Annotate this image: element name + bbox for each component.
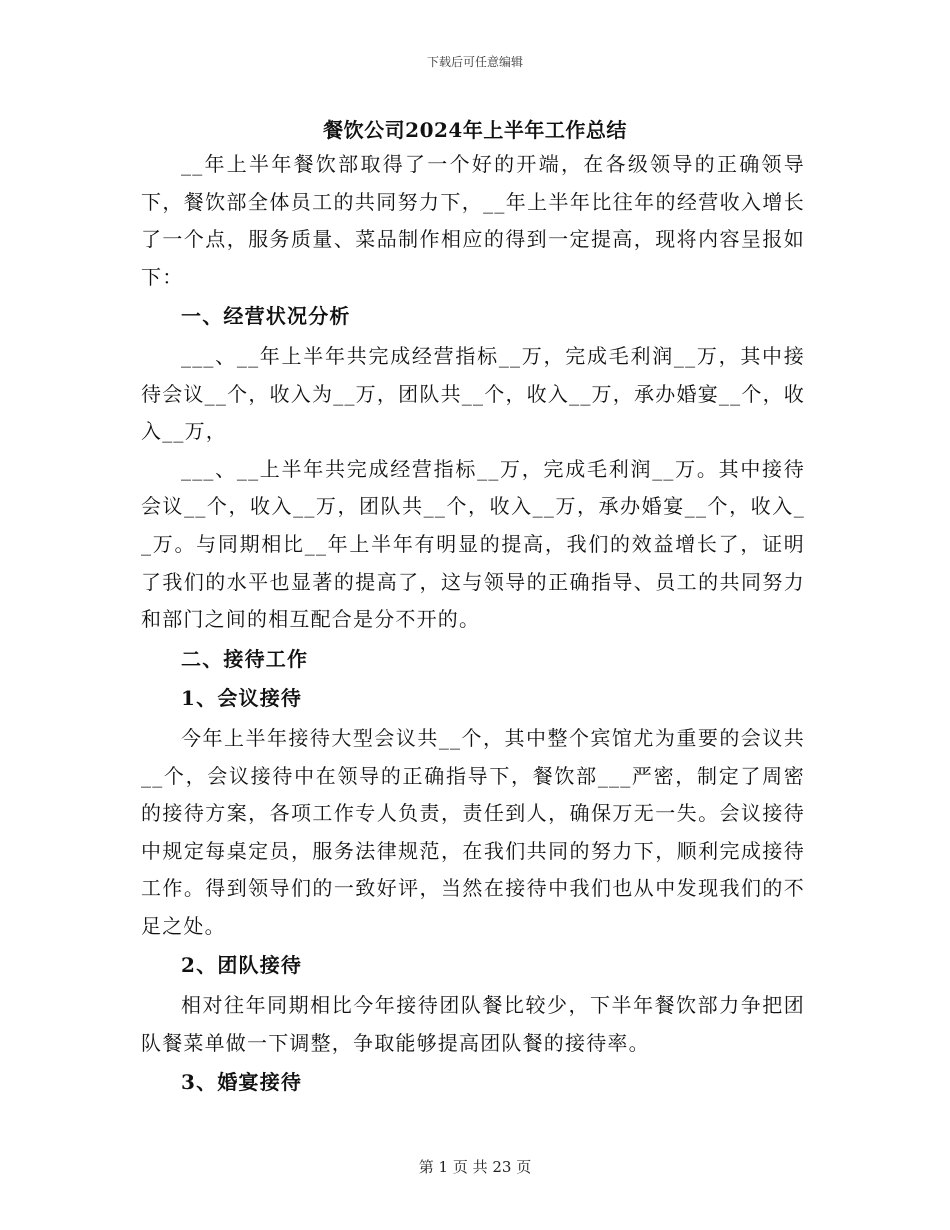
subheading-conference: 1、会议接待 xyxy=(181,686,303,711)
operations-paragraph-2: ___、__上半年共完成经营指标__万，完成毛利润__万。其中接待会议__个，收入__万，团队共__个，收入__万，承办婚宴__个，收入__万。与同期相比__年上半年有明显的提高，我们的效益增长了，证明了我们的水平也显著的提高了，这与领导的正确指导、员工的共同努力和部门之间的相互配合是分不开的。 xyxy=(141,456,805,632)
document-body xyxy=(141,146,805,1104)
section-heading-reception: 二、接待工作 xyxy=(181,646,309,671)
operations-paragraph-1: ___、__年上半年共完成经营指标__万，完成毛利润__万，其中接待会议__个，收入为__万，团队共__个，收入__万，承办婚宴__个，收入__万， xyxy=(141,343,805,444)
section-heading-operations: 一、经营状况分析 xyxy=(181,304,351,329)
group-paragraph: 相对往年同期相比今年接待团队餐比较少，下半年餐饮部力争把团队餐菜单做一下调整，争取能够提高团队餐的接待率。 xyxy=(141,993,805,1055)
header-note: 下载后可任意编辑 xyxy=(426,55,523,69)
subheading-group: 2、团队接待 xyxy=(181,953,303,978)
page-number-footer: 第 1 页 共 23 页 xyxy=(418,1158,532,1176)
conference-paragraph: 今年上半年接待大型会议共__个，其中整个宾馆尤为重要的会议共__个，会议接待中在领导的正确指导下，餐饮部___严密，制定了周密的接待方案，各项工作专人负责，责任到人，确保万无一失。会议接待中规定每桌定员，服务法律规范，在我们共同的努力下，顺利完成接待工作。得到领导们的一致好评，当然在接待中我们也从中发现我们的不足之处。 xyxy=(141,725,805,938)
document-title: 餐饮公司2024年上半年工作总结 xyxy=(323,118,627,142)
intro-paragraph: __年上半年餐饮部取得了一个好的开端，在各级领导的正确领导下，餐饮部全体员工的共同努力下，__年上半年比往年的经营收入增长了一个点，服务质量、菜品制作相应的得到一定提高，现将内容呈报如下： xyxy=(141,152,805,289)
subheading-wedding: 3、婚宴接待 xyxy=(181,1070,303,1095)
